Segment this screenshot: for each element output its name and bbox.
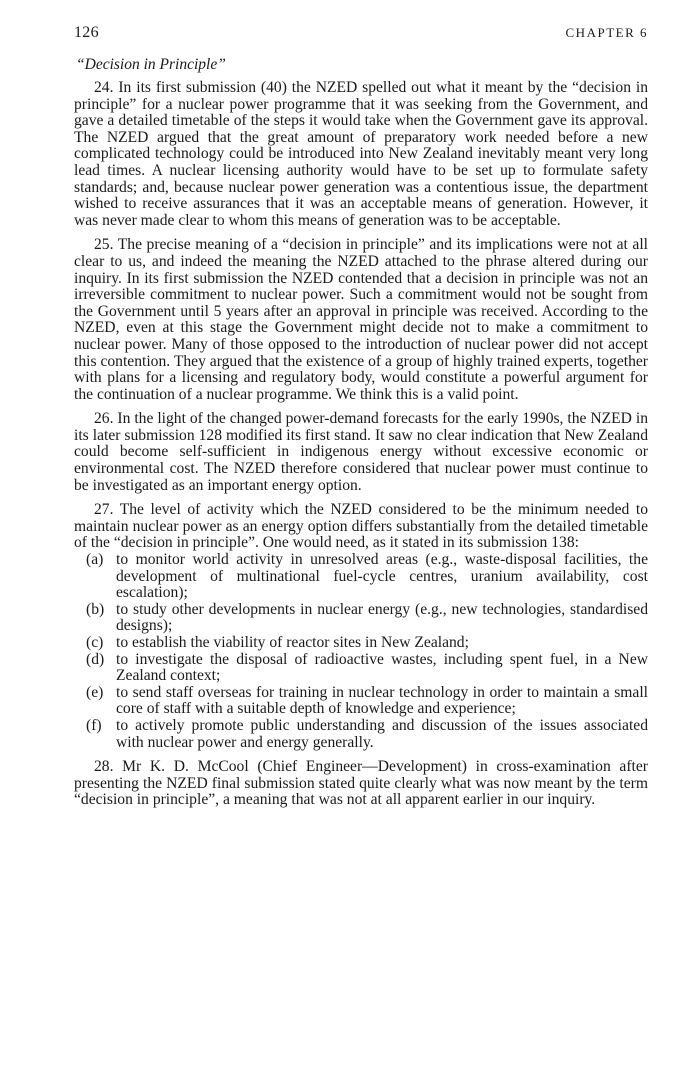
list-item xyxy=(74,635,648,652)
list-text: to investigate the disposal of radioactive wastes, including spent fuel, in a New Zealand context; xyxy=(116,650,648,685)
paragraph-28: 28. Mr K. D. McCool (Chief Engineer—Development) in cross-examination after presenting the NZED final submission stated quite clearly what was now meant by the term “decision in principle”, a meaning that was not at all apparent earlier in our inquiry. xyxy=(74,758,648,809)
chapter-label: CHAPTER 6 xyxy=(565,25,648,40)
list-item xyxy=(74,718,648,751)
list-marker: (a) xyxy=(86,551,104,569)
list-item xyxy=(74,602,648,635)
list-marker: (c) xyxy=(86,634,104,651)
list-item xyxy=(74,552,648,602)
list-text: to establish the viability of reactor sites in New Zealand; xyxy=(116,634,469,651)
list-text: to study other developments in nuclear energy (e.g., new technologies, standardised designs); xyxy=(116,600,648,635)
paragraph-27: 27. The level of activity which the NZED considered to be the minimum needed to maintain nuclear power as an energy option differs substantially from the detailed timetable of the “decision in principle”. One would need, as it stated in its submission 138: xyxy=(74,501,648,552)
list-text: to monitor world activity in unresolved areas (e.g., waste-disposal facilities, the development of multinational fuel-cycle centres, uranium availability, cost escalation); xyxy=(116,551,648,602)
list-item xyxy=(74,685,648,718)
paragraph-24: 24. In its first submission (40) the NZED spelled out what it meant by the “decision in principle” for a nuclear power programme that it was seeking from the Government, and gave a detailed timetable of the steps it would take when the Government gave its approval. The NZED argued that the great amount of preparatory work needed before a new complicated technology could be introduced into New Zealand inevitably meant very long lead times. A nuclear licensing authority would have to be set up to formulate safety standards; and, because nuclear power generation was a contentious issue, the department wished to receive assurances that it was an acceptable means of generation. However, it was never made clear to whom this means of generation was to be acceptable. xyxy=(74,79,648,229)
list-item xyxy=(74,652,648,685)
activity-list xyxy=(74,552,648,751)
list-marker: (b) xyxy=(86,600,105,618)
list-text: to send staff overseas for training in nuclear technology in order to maintain a small core of staff with a suitable depth of knowledge and experience; xyxy=(116,683,648,718)
page-number: 126 xyxy=(74,24,99,41)
section-heading: “Decision in Principle” xyxy=(76,56,226,73)
list-marker: (d) xyxy=(86,650,105,668)
list-marker: (e) xyxy=(86,683,104,701)
list-text: to actively promote public understanding and discussion of the issues associated with nuclear power and energy generally. xyxy=(116,716,648,751)
list-marker: (f) xyxy=(86,716,102,734)
paragraph-26: 26. In the light of the changed power-demand forecasts for the early 1990s, the NZED in its later submission 128 modified its first stand. It saw no clear indication that New Zealand could become self-sufficient in indigenous energy without excessive economic or environmental cost. The NZED therefore considered that nuclear power must continue to be investigated as an important energy option. xyxy=(74,410,648,494)
page-header xyxy=(74,24,648,42)
paragraph-25: 25. The precise meaning of a “decision in principle” and its implications were not at all clear to us, and indeed the meaning the NZED attached to the phrase altered during our inquiry. In its first submission the NZED contended that a decision in principle was not an irreversible commitment to nuclear power. Such a commitment would not be sought from the Government until 5 years after an approval in principle was received. According to the NZED, even at this stage the Government might decide not to make a commitment to nuclear power. Many of those opposed to the introduction of nuclear power did not accept this contention. They argued that the existence of a group of highly trained experts, together with plans for a licensing and regulatory body, would constitute a powerful argument for the continuation of a nuclear programme. We think this is a valid point. xyxy=(74,236,648,403)
